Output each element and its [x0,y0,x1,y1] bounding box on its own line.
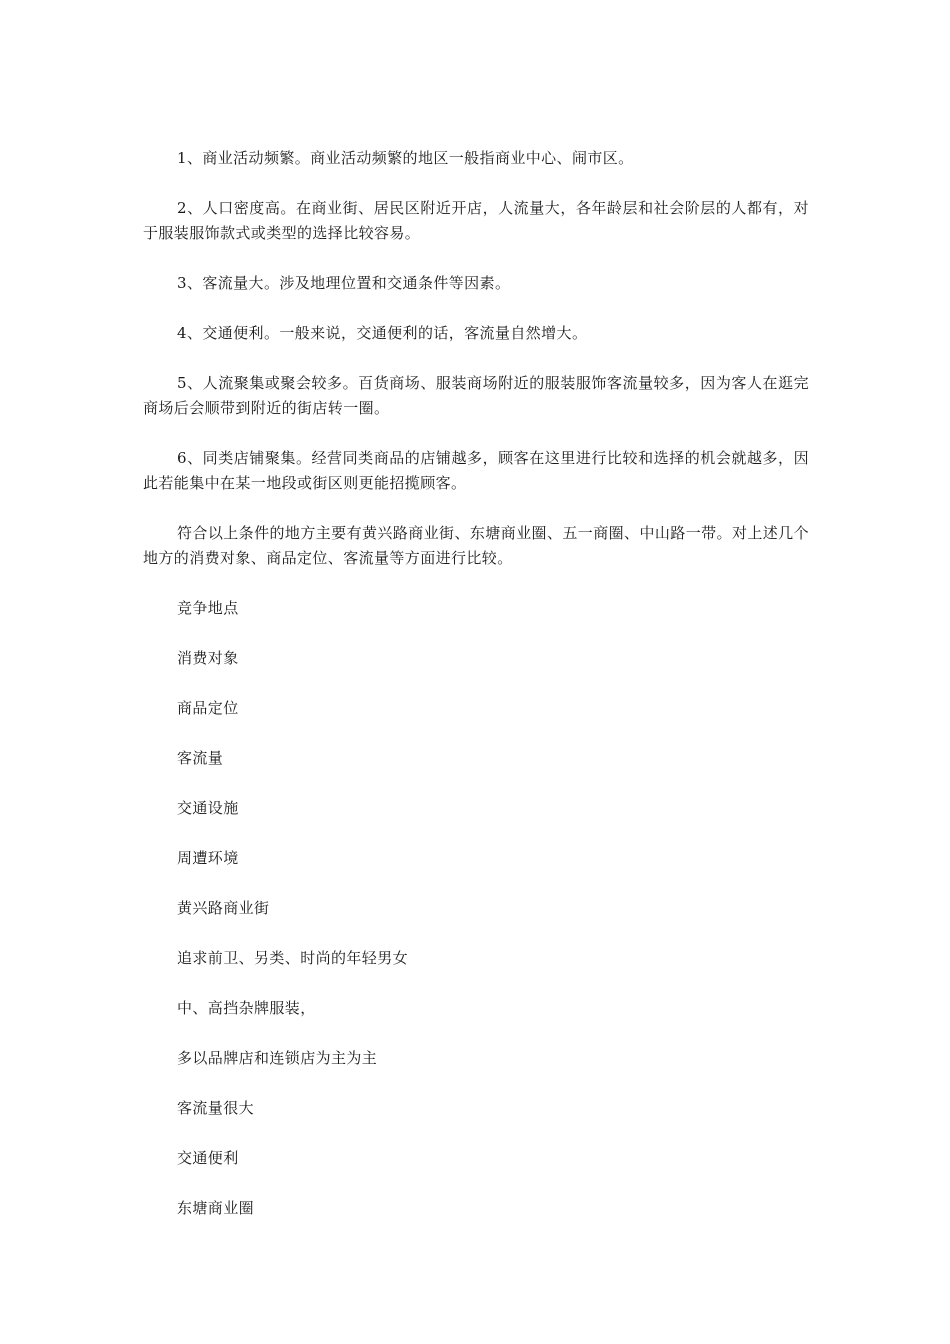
paragraph-5: 5、人流聚集或聚会较多。百货商场、服装商场附近的服装服饰客流量较多，因为客人在逛完商场后会顺带到附近的街店转一圈。 [143,374,809,417]
table-cell-huangxing-positioning: 中、高挡杂牌服装， [177,999,316,1017]
table-cell-huangxing-consumers: 追求前卫、另类、时尚的年轻男女 [177,949,409,967]
paragraph-4: 4、交通便利。一般来说，交通便利的话，客流量自然增大。 [177,324,588,342]
paragraph-1: 1、商业活动频繁。商业活动频繁的地区一般指商业中心、闹市区。 [177,149,634,167]
table-cell-header-surroundings: 周遭环境 [177,849,239,867]
paragraph-2: 2、人口密度高。在商业街、居民区附近开店，人流量大，各年龄层和社会阶层的人都有，对于服装服饰款式或类型的选择比较容易。 [143,199,809,242]
table-cell-header-transport: 交通设施 [177,799,239,817]
table-cell-huangxing-transport: 交通便利 [177,1149,239,1167]
table-cell-huangxing-stores: 多以品牌店和连锁店为主为主 [177,1049,378,1067]
table-cell-header-positioning: 商品定位 [177,699,239,717]
paragraph-summary: 符合以上条件的地方主要有黄兴路商业街、东塘商业圈、五一商圈、中山路一带。对上述几个地方的消费对象、商品定位、客流量等方面进行比较。 [143,524,809,567]
document-body [143,146,809,1246]
table-cell-header-location: 竞争地点 [177,599,239,617]
table-cell-location-dongtang: 东塘商业圈 [177,1199,255,1217]
table-cell-huangxing-traffic: 客流量很大 [177,1099,255,1117]
table-cell-header-traffic: 客流量 [177,749,224,767]
paragraph-6: 6、同类店铺聚集。经营同类商品的店铺越多，顾客在这里进行比较和选择的机会就越多，因此若能集中在某一地段或街区则更能招揽顾客。 [143,449,809,492]
table-cell-header-consumers: 消费对象 [177,649,239,667]
table-cell-location-huangxing: 黄兴路商业街 [177,899,270,917]
paragraph-3: 3、客流量大。涉及地理位置和交通条件等因素。 [177,274,511,292]
